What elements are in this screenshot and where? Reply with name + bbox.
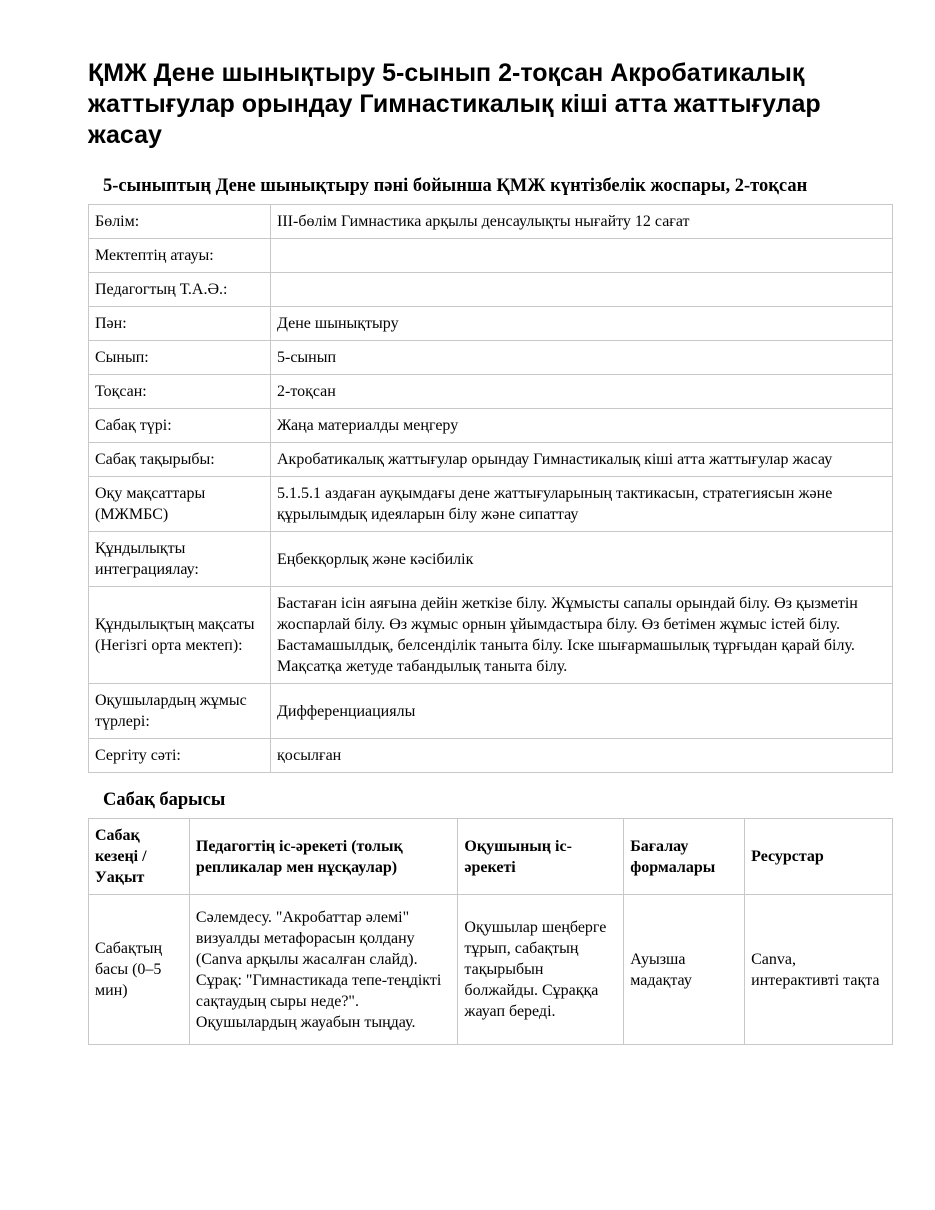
info-value: қосылған xyxy=(271,739,893,773)
info-label: Тоқсан: xyxy=(89,375,271,409)
info-row xyxy=(89,409,893,443)
info-row xyxy=(89,273,893,307)
lesson-column-header: Оқушының іс-әрекеті xyxy=(458,819,624,895)
info-label: Мектептің атауы: xyxy=(89,239,271,273)
lesson-column-header: Бағалау формалары xyxy=(624,819,745,895)
lesson-column-header: Педагогтің іс-әрекеті (толық репликалар мен нұсқаулар) xyxy=(189,819,458,895)
info-row xyxy=(89,239,893,273)
info-row xyxy=(89,587,893,684)
info-row xyxy=(89,532,893,587)
info-value: 5-сынып xyxy=(271,341,893,375)
info-row xyxy=(89,205,893,239)
info-label: Оқу мақсаттары (МЖМБС) xyxy=(89,477,271,532)
info-value: Еңбекқорлық және кәсібилік xyxy=(271,532,893,587)
lesson-column-header: Сабақ кезеңі / Уақыт xyxy=(89,819,190,895)
info-value xyxy=(271,273,893,307)
info-value: Бастаған ісін аяғына дейін жеткізе білу. Жұмысты сапалы орындай білу. Өз қызметін жоспарлай білу. Өз жұмыс орнын ұйымдастыра білу. Өз бетімен жұмыс істей білу. Бастамашылдық, белсенділік таныта білу. Іске шығармашылық тұрғыдан қарай білу. Мақсатқа жетуде табандылық таныта білу. xyxy=(271,587,893,684)
info-value: Акробатикалық жаттығулар орындау Гимнастикалық кіші атта жаттығулар жасау xyxy=(271,443,893,477)
info-row xyxy=(89,375,893,409)
info-row xyxy=(89,477,893,532)
info-value: 2-тоқсан xyxy=(271,375,893,409)
info-row xyxy=(89,307,893,341)
info-value: Дифференциациялы xyxy=(271,684,893,739)
info-value: Дене шынықтыру xyxy=(271,307,893,341)
lesson-table-header xyxy=(89,819,893,895)
info-label: Құндылықтың мақсаты (Негізгі орта мектеп): xyxy=(89,587,271,684)
info-table xyxy=(88,204,893,773)
info-value: Жаңа материалды меңгеру xyxy=(271,409,893,443)
info-label: Сабақ түрі: xyxy=(89,409,271,443)
lesson-cell: Ауызша мадақтау xyxy=(624,895,745,1045)
info-value: 5.1.5.1 аздаған ауқымдағы дене жаттығуларының тактикасын, стратегиясын және құрылымдық идеяларын білу және сипаттау xyxy=(271,477,893,532)
lesson-row xyxy=(89,895,893,1045)
info-label: Бөлім: xyxy=(89,205,271,239)
info-label: Сабақ тақырыбы: xyxy=(89,443,271,477)
info-row xyxy=(89,739,893,773)
info-label: Педагогтың Т.А.Ә.: xyxy=(89,273,271,307)
document-subtitle: 5-сыныптың Дене шынықтыру пәні бойынша ҚМЖ күнтізбелік жоспары, 2-тоқсан xyxy=(103,176,808,196)
document-page xyxy=(88,58,893,1045)
lesson-cell: Сәлемдесу. "Акробаттар әлемі" визуалды метафорасын қолдану (Canva арқылы жасалған слайд). Сұрақ: "Гимнастикада тепе-теңдікті сақтаудың сыры неде?". Оқушылардың жауабын тыңдау. xyxy=(189,895,458,1045)
document-title: ҚМЖ Дене шынықтыру 5-сынып 2-тоқсан Акробатикалық жаттығулар орындау Гимнастикалық кіші атта жаттығулар жасау xyxy=(88,59,821,149)
lesson-table xyxy=(88,818,893,1045)
lesson-table-body xyxy=(89,895,893,1045)
lesson-cell: Canva, интерактивті тақта xyxy=(745,895,893,1045)
info-label: Сергіту сәті: xyxy=(89,739,271,773)
info-row xyxy=(89,684,893,739)
lesson-cell: Сабақтың басы (0–5 мин) xyxy=(89,895,190,1045)
info-label: Пән: xyxy=(89,307,271,341)
info-value: ІІІ-бөлім Гимнастика арқылы денсаулықты нығайту 12 сағат xyxy=(271,205,893,239)
lesson-heading: Сабақ барысы xyxy=(103,790,226,810)
lesson-column-header: Ресурстар xyxy=(745,819,893,895)
lesson-cell: Оқушылар шеңберге тұрып, сабақтың тақырыбын болжайды. Сұраққа жауап береді. xyxy=(458,895,624,1045)
info-value xyxy=(271,239,893,273)
info-row xyxy=(89,443,893,477)
info-row xyxy=(89,341,893,375)
info-label: Оқушылардың жұмыс түрлері: xyxy=(89,684,271,739)
info-label: Құндылықты интеграциялау: xyxy=(89,532,271,587)
info-table-body xyxy=(89,205,893,773)
info-label: Сынып: xyxy=(89,341,271,375)
